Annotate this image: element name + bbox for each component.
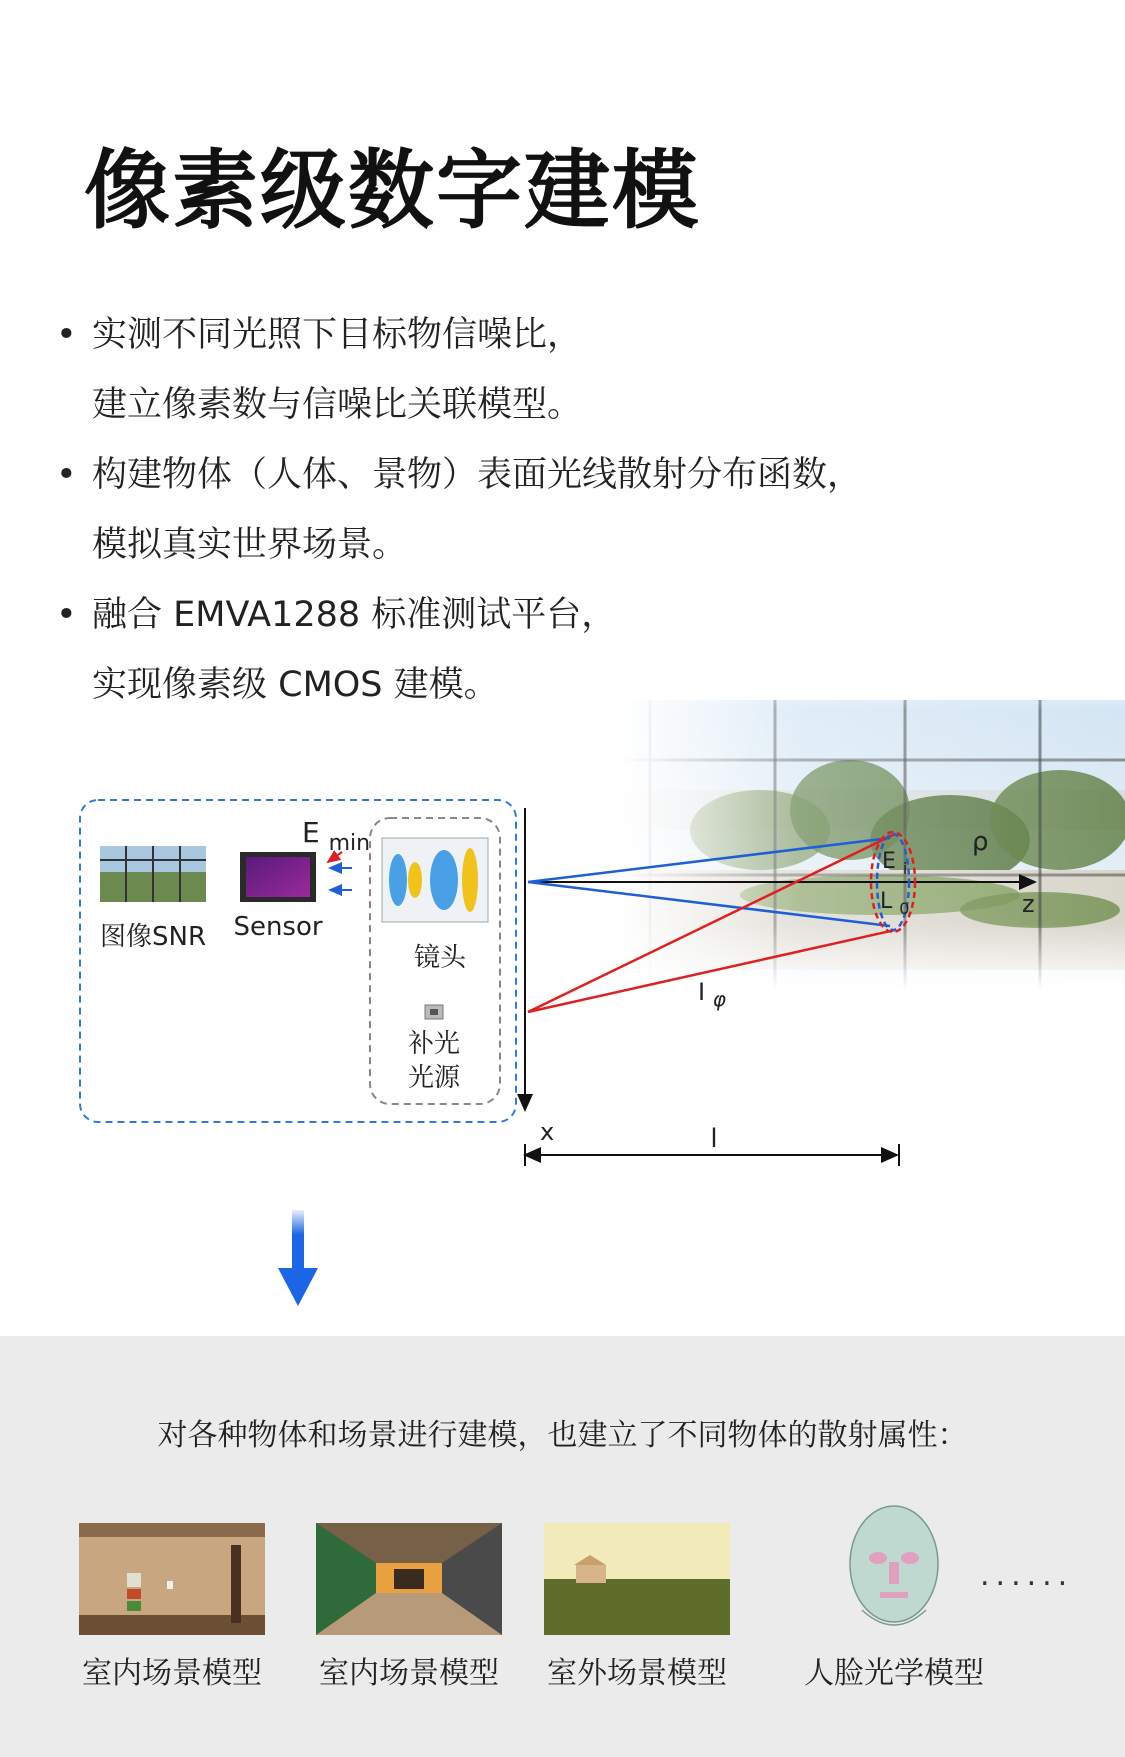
model-label: 室内场景模型 <box>319 1656 499 1691</box>
i-phi-letter: I <box>698 978 706 1006</box>
down-arrow-icon <box>278 1210 318 1308</box>
model-label: 人脸光学模型 <box>804 1656 984 1691</box>
bullet-text: 实测不同光照下目标物信噪比， <box>92 315 583 355</box>
optical-model-diagram <box>0 700 1125 1180</box>
lens-icon <box>382 838 488 922</box>
image-snr-thumbnail <box>100 846 206 902</box>
bullet-text: 实现像素级 CMOS 建模。 <box>92 665 499 705</box>
more-ellipsis: ...... <box>980 1558 1074 1593</box>
lo-letter: L <box>880 889 893 914</box>
bullet-marker: • <box>56 315 77 355</box>
emin-subscript: min <box>328 831 371 856</box>
model-label: 室外场景模型 <box>547 1656 727 1691</box>
ei-letter: E <box>882 849 896 874</box>
outdoor-scene-thumbnail <box>544 1523 730 1635</box>
bullet-text: 模拟真实世界场景。 <box>92 525 408 565</box>
z-axis-label: z <box>1022 890 1035 918</box>
bullet-item <box>56 300 1056 440</box>
ei-subscript: i <box>902 859 908 878</box>
bullet-item <box>56 580 1056 720</box>
face-model-thumbnail <box>842 1500 946 1640</box>
bullet-list <box>56 300 1056 720</box>
light-source-label-2: 光源 <box>407 1063 461 1093</box>
emin-label <box>302 816 370 856</box>
indoor-scene-thumbnail-2 <box>316 1523 502 1635</box>
light-source-icon <box>425 1005 443 1019</box>
page-title: 像素级数字建模 <box>84 141 700 241</box>
models-caption: 对各种物体和场景进行建模，也建立了不同物体的散射属性： <box>157 1418 968 1453</box>
distance-label: l <box>710 1124 718 1154</box>
sensor-label: Sensor <box>233 912 323 942</box>
bullet-marker: • <box>56 595 77 635</box>
bullet-item <box>56 440 1056 580</box>
model-label: 室内场景模型 <box>82 1656 262 1691</box>
bullet-text: 建立像素数与信噪比关联模型。 <box>92 385 583 425</box>
x-axis-label: x <box>540 1118 555 1146</box>
lo-subscript: 0 <box>899 899 910 918</box>
image-snr-label: 图像SNR <box>99 922 207 952</box>
light-source-label-1: 补光 <box>407 1029 461 1059</box>
bullet-text: 融合 EMVA1288 标准测试平台， <box>92 595 617 635</box>
rho-label: ρ <box>972 827 989 857</box>
i-phi-subscript: φ <box>712 987 726 1011</box>
bullet-text: 构建物体（人体、景物）表面光线散射分布函数， <box>92 455 863 495</box>
sensor-chip-icon <box>240 852 316 902</box>
bullet-marker: • <box>56 455 77 495</box>
models-section <box>0 1336 1125 1757</box>
emin-letter: E <box>302 816 320 849</box>
indoor-scene-thumbnail-1 <box>79 1523 265 1635</box>
lens-label: 镜头 <box>413 943 467 973</box>
